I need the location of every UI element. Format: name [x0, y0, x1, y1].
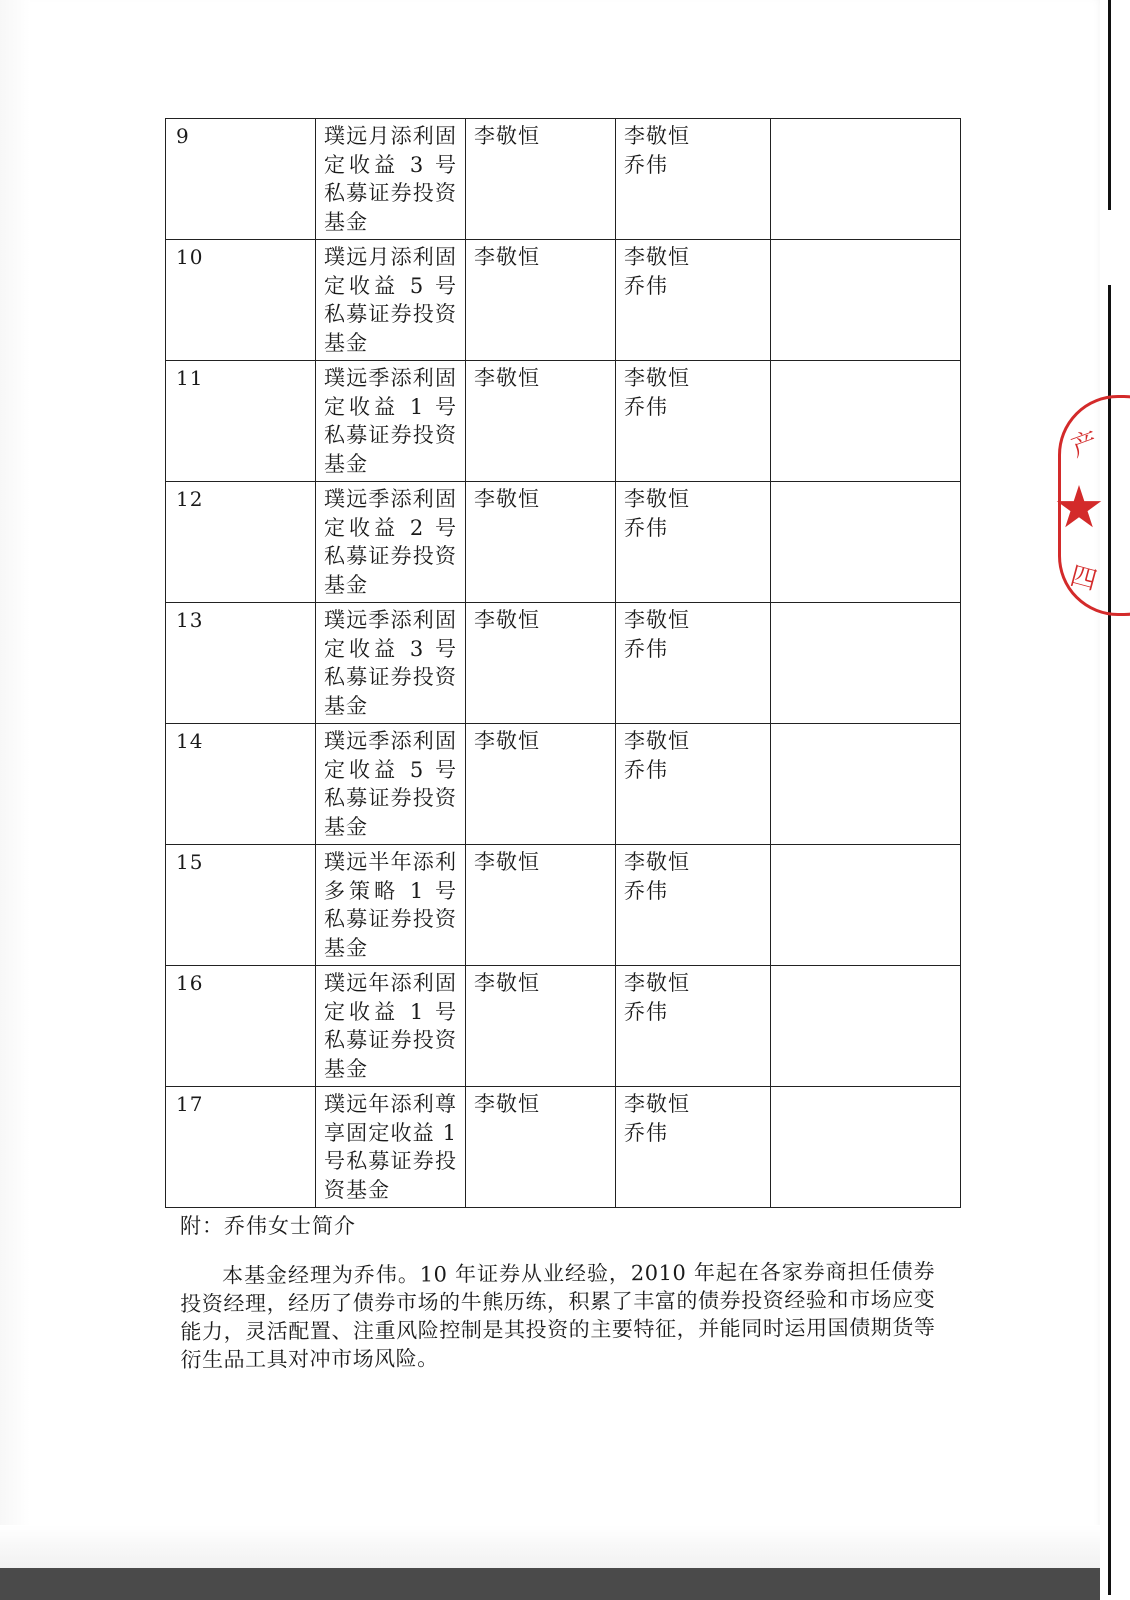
cell-fund-name — [316, 482, 466, 603]
cell-remark — [771, 361, 961, 482]
cell-fund-name — [316, 966, 466, 1087]
cell-number — [166, 482, 316, 603]
page-bottom-shadow — [0, 1525, 1108, 1568]
cell-original-manager-text: 李敬恒 — [474, 729, 540, 753]
cell-current-manager — [616, 240, 771, 361]
cell-number-text: 11 — [176, 366, 204, 390]
cell-fund-name-text: 璞远月添利固定收益 3 号私募证券投资基金 — [324, 124, 457, 234]
cell-current-manager — [616, 845, 771, 966]
stamp-star-icon: ★ — [1053, 473, 1105, 541]
cell-current-manager-text: 李敬恒 乔伟 — [624, 124, 690, 177]
cell-remark — [771, 1087, 961, 1208]
cell-current-manager-text: 李敬恒 乔伟 — [624, 366, 690, 419]
cell-number-text: 15 — [176, 850, 204, 874]
table-row — [166, 119, 961, 240]
scan-right-edge-line — [1108, 0, 1111, 210]
cell-original-manager — [466, 119, 616, 240]
table-row — [166, 966, 961, 1087]
fund-table-body — [166, 119, 961, 1208]
cell-original-manager-text: 李敬恒 — [474, 1092, 540, 1116]
stamp-text-top: 产 — [1067, 426, 1103, 464]
cell-number-text: 9 — [176, 124, 190, 148]
cell-remark — [771, 724, 961, 845]
cell-remark — [771, 966, 961, 1087]
cell-remark — [771, 240, 961, 361]
cell-original-manager-text: 李敬恒 — [474, 124, 540, 148]
cell-fund-name-text: 璞远月添利固定收益 5 号私募证券投资基金 — [324, 245, 457, 355]
cell-original-manager-text: 李敬恒 — [474, 850, 540, 874]
cell-fund-name — [316, 119, 466, 240]
cell-current-manager — [616, 724, 771, 845]
cell-fund-name-text: 璞远季添利固定收益 5 号私募证券投资基金 — [324, 729, 457, 839]
cell-original-manager — [466, 482, 616, 603]
cell-remark — [771, 603, 961, 724]
cell-number-text: 10 — [176, 245, 204, 269]
cell-number — [166, 966, 316, 1087]
cell-current-manager — [616, 361, 771, 482]
cell-remark — [771, 482, 961, 603]
cell-fund-name-text: 璞远季添利固定收益 3 号私募证券投资基金 — [324, 608, 457, 718]
table-row — [166, 482, 961, 603]
cell-original-manager — [466, 1087, 616, 1208]
stamp-text-bottom: 四 — [1066, 561, 1100, 597]
cell-fund-name — [316, 361, 466, 482]
cell-remark — [771, 119, 961, 240]
cell-original-manager — [466, 724, 616, 845]
cell-number — [166, 119, 316, 240]
cell-fund-name-text: 璞远年添利尊享固定收益 1 号私募证券投资基金 — [324, 1092, 457, 1202]
cell-original-manager-text: 李敬恒 — [474, 971, 540, 995]
cell-original-manager-text: 李敬恒 — [474, 487, 540, 511]
table-row — [166, 845, 961, 966]
cell-current-manager-text: 李敬恒 乔伟 — [624, 1092, 690, 1145]
cell-current-manager-text: 李敬恒 乔伟 — [624, 245, 690, 298]
cell-number — [166, 845, 316, 966]
cell-number-text: 16 — [176, 971, 204, 995]
cell-original-manager — [466, 240, 616, 361]
cell-fund-name — [316, 240, 466, 361]
cell-number-text: 12 — [176, 487, 204, 511]
fund-table — [165, 118, 961, 1208]
cell-current-manager — [616, 966, 771, 1087]
table-row — [166, 240, 961, 361]
cell-current-manager — [616, 1087, 771, 1208]
cell-number — [166, 240, 316, 361]
cell-original-manager-text: 李敬恒 — [474, 245, 540, 269]
cell-current-manager — [616, 119, 771, 240]
table-row — [166, 361, 961, 482]
cell-current-manager-text: 李敬恒 乔伟 — [624, 850, 690, 903]
table-row — [166, 1087, 961, 1208]
cell-fund-name-text: 璞远年添利固定收益 1 号私募证券投资基金 — [324, 971, 457, 1081]
appendix-title: 附：乔伟女士简介 — [180, 1214, 356, 1238]
cell-fund-name-text: 璞远季添利固定收益 1 号私募证券投资基金 — [324, 366, 457, 476]
cell-fund-name — [316, 724, 466, 845]
cell-number-text: 17 — [176, 1092, 204, 1116]
cell-current-manager-text: 李敬恒 乔伟 — [624, 729, 690, 782]
cell-original-manager-text: 李敬恒 — [474, 366, 540, 390]
cell-original-manager — [466, 966, 616, 1087]
cell-fund-name-text: 璞远季添利固定收益 2 号私募证券投资基金 — [324, 487, 457, 597]
cell-current-manager — [616, 603, 771, 724]
cell-current-manager-text: 李敬恒 乔伟 — [624, 971, 690, 1024]
cell-current-manager — [616, 482, 771, 603]
table-row — [166, 603, 961, 724]
scan-right-margin — [1100, 0, 1130, 1600]
cell-number — [166, 361, 316, 482]
cell-number — [166, 1087, 316, 1208]
appendix-paragraph: 本基金经理为乔伟。10 年证券从业经验，2010 年起在各家券商担任债券投资经理，经历了债券市场的牛熊历练，积累了丰富的债券投资经验和市场应变能力，灵活配置、注重风险控制是其投资的主要特征，并能同时运用国债期货等衍生品工具对冲市场风险。 — [180, 1259, 936, 1372]
cell-number-text: 14 — [176, 729, 204, 753]
cell-fund-name — [316, 1087, 466, 1208]
red-seal-stamp — [1053, 395, 1130, 616]
cell-original-manager-text: 李敬恒 — [474, 608, 540, 632]
cell-fund-name-text: 璞远半年添利多策略 1 号私募证券投资基金 — [324, 850, 457, 960]
cell-original-manager — [466, 845, 616, 966]
cell-original-manager — [466, 361, 616, 482]
cell-fund-name — [316, 845, 466, 966]
cell-remark — [771, 845, 961, 966]
fund-table-container — [165, 118, 960, 1208]
cell-number — [166, 603, 316, 724]
cell-original-manager — [466, 603, 616, 724]
cell-current-manager-text: 李敬恒 乔伟 — [624, 487, 690, 540]
table-row — [166, 724, 961, 845]
cell-current-manager-text: 李敬恒 乔伟 — [624, 608, 690, 661]
cell-number-text: 13 — [176, 608, 204, 632]
cell-fund-name — [316, 603, 466, 724]
page-left-edge — [0, 0, 30, 1568]
cell-number — [166, 724, 316, 845]
